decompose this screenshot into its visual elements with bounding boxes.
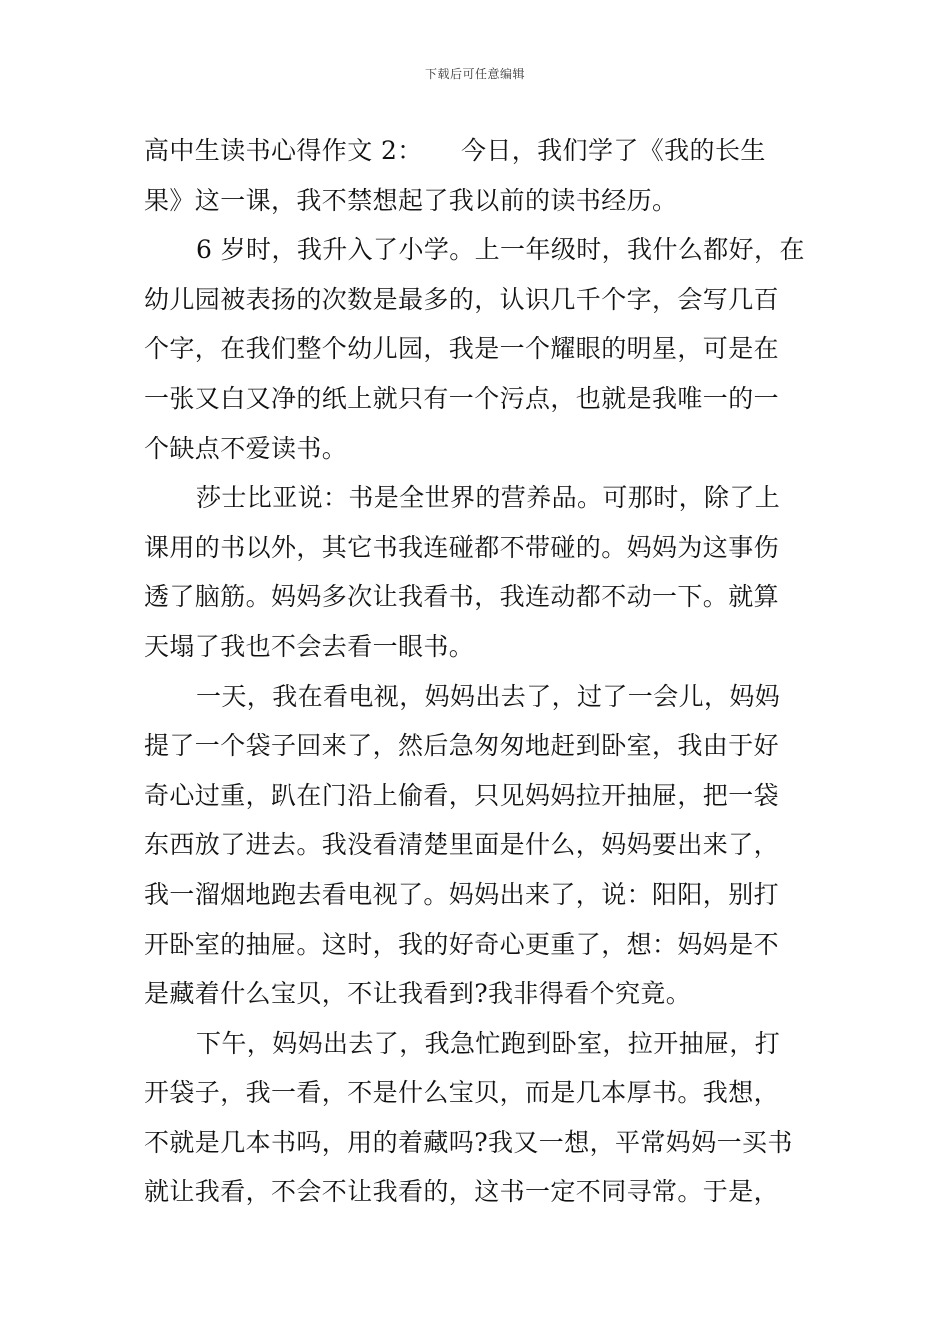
text-line: 一张又白又净的纸上就只有一个污点，也就是我唯一的一 <box>144 383 780 413</box>
text-line: 我一溜烟地跑去看电视了。妈妈出来了，说：阳阳，别打 <box>144 879 780 909</box>
text-line: 透了脑筋。妈妈多次让我看书，我连动都不动一下。就算 <box>144 582 780 612</box>
document-body <box>144 126 808 1217</box>
text-line: 是藏着什么宝贝，不让我看到?我非得看个究竟。 <box>144 979 692 1009</box>
text-line: 天塌了我也不会去看一眼书。 <box>144 631 475 661</box>
text-line: 一天，我在看电视，妈妈出去了，过了一会儿，妈妈 <box>196 681 781 711</box>
text-line: 下午，妈妈出去了，我急忙跑到卧室，拉开抽屉，打 <box>196 1028 781 1058</box>
text-line: 开卧室的抽屉。这时，我的好奇心更重了，想：妈妈是不 <box>144 929 780 959</box>
page-header: 下载后可任意编辑 <box>424 67 525 81</box>
text-line: 不就是几本书吗，用的着藏吗?我又一想，平常妈妈一买书 <box>144 1127 793 1157</box>
text-line: 高中生读书心得作文 2： 今日，我们学了《我的长生 <box>144 136 766 165</box>
text-line: 提了一个袋子回来了，然后急匆匆地赶到卧室，我由于好 <box>144 731 780 761</box>
text-line: 开袋子，我一看，不是什么宝贝，而是几本厚书。我想， <box>144 1078 780 1108</box>
text-line: 课用的书以外，其它书我连碰都不带碰的。妈妈为这事伤 <box>144 532 780 562</box>
text-line: 奇心过重，趴在门沿上偷看，只见妈妈拉开抽屉，把一袋 <box>144 780 780 810</box>
text-line: 幼儿园被表扬的次数是最多的，认识几千个字，会写几百 <box>144 284 780 314</box>
text-line: 个字，在我们整个幼儿园，我是一个耀眼的明星，可是在 <box>144 334 780 364</box>
text-line: 个缺点不爱读书。 <box>144 433 348 463</box>
text-line: 果》这一课，我不禁想起了我以前的读书经历。 <box>144 185 678 215</box>
text-line: 就让我看，不会不让我看的，这书一定不同寻常。于是， <box>144 1177 780 1207</box>
text-line: 莎士比亚说：书是全世界的营养品。可那时，除了上 <box>196 483 781 513</box>
text-line: 东西放了进去。我没看清楚里面是什么，妈妈要出来了， <box>144 830 780 860</box>
text-line: 6 岁时，我升入了小学。上一年级时，我什么都好，在 <box>196 235 805 265</box>
